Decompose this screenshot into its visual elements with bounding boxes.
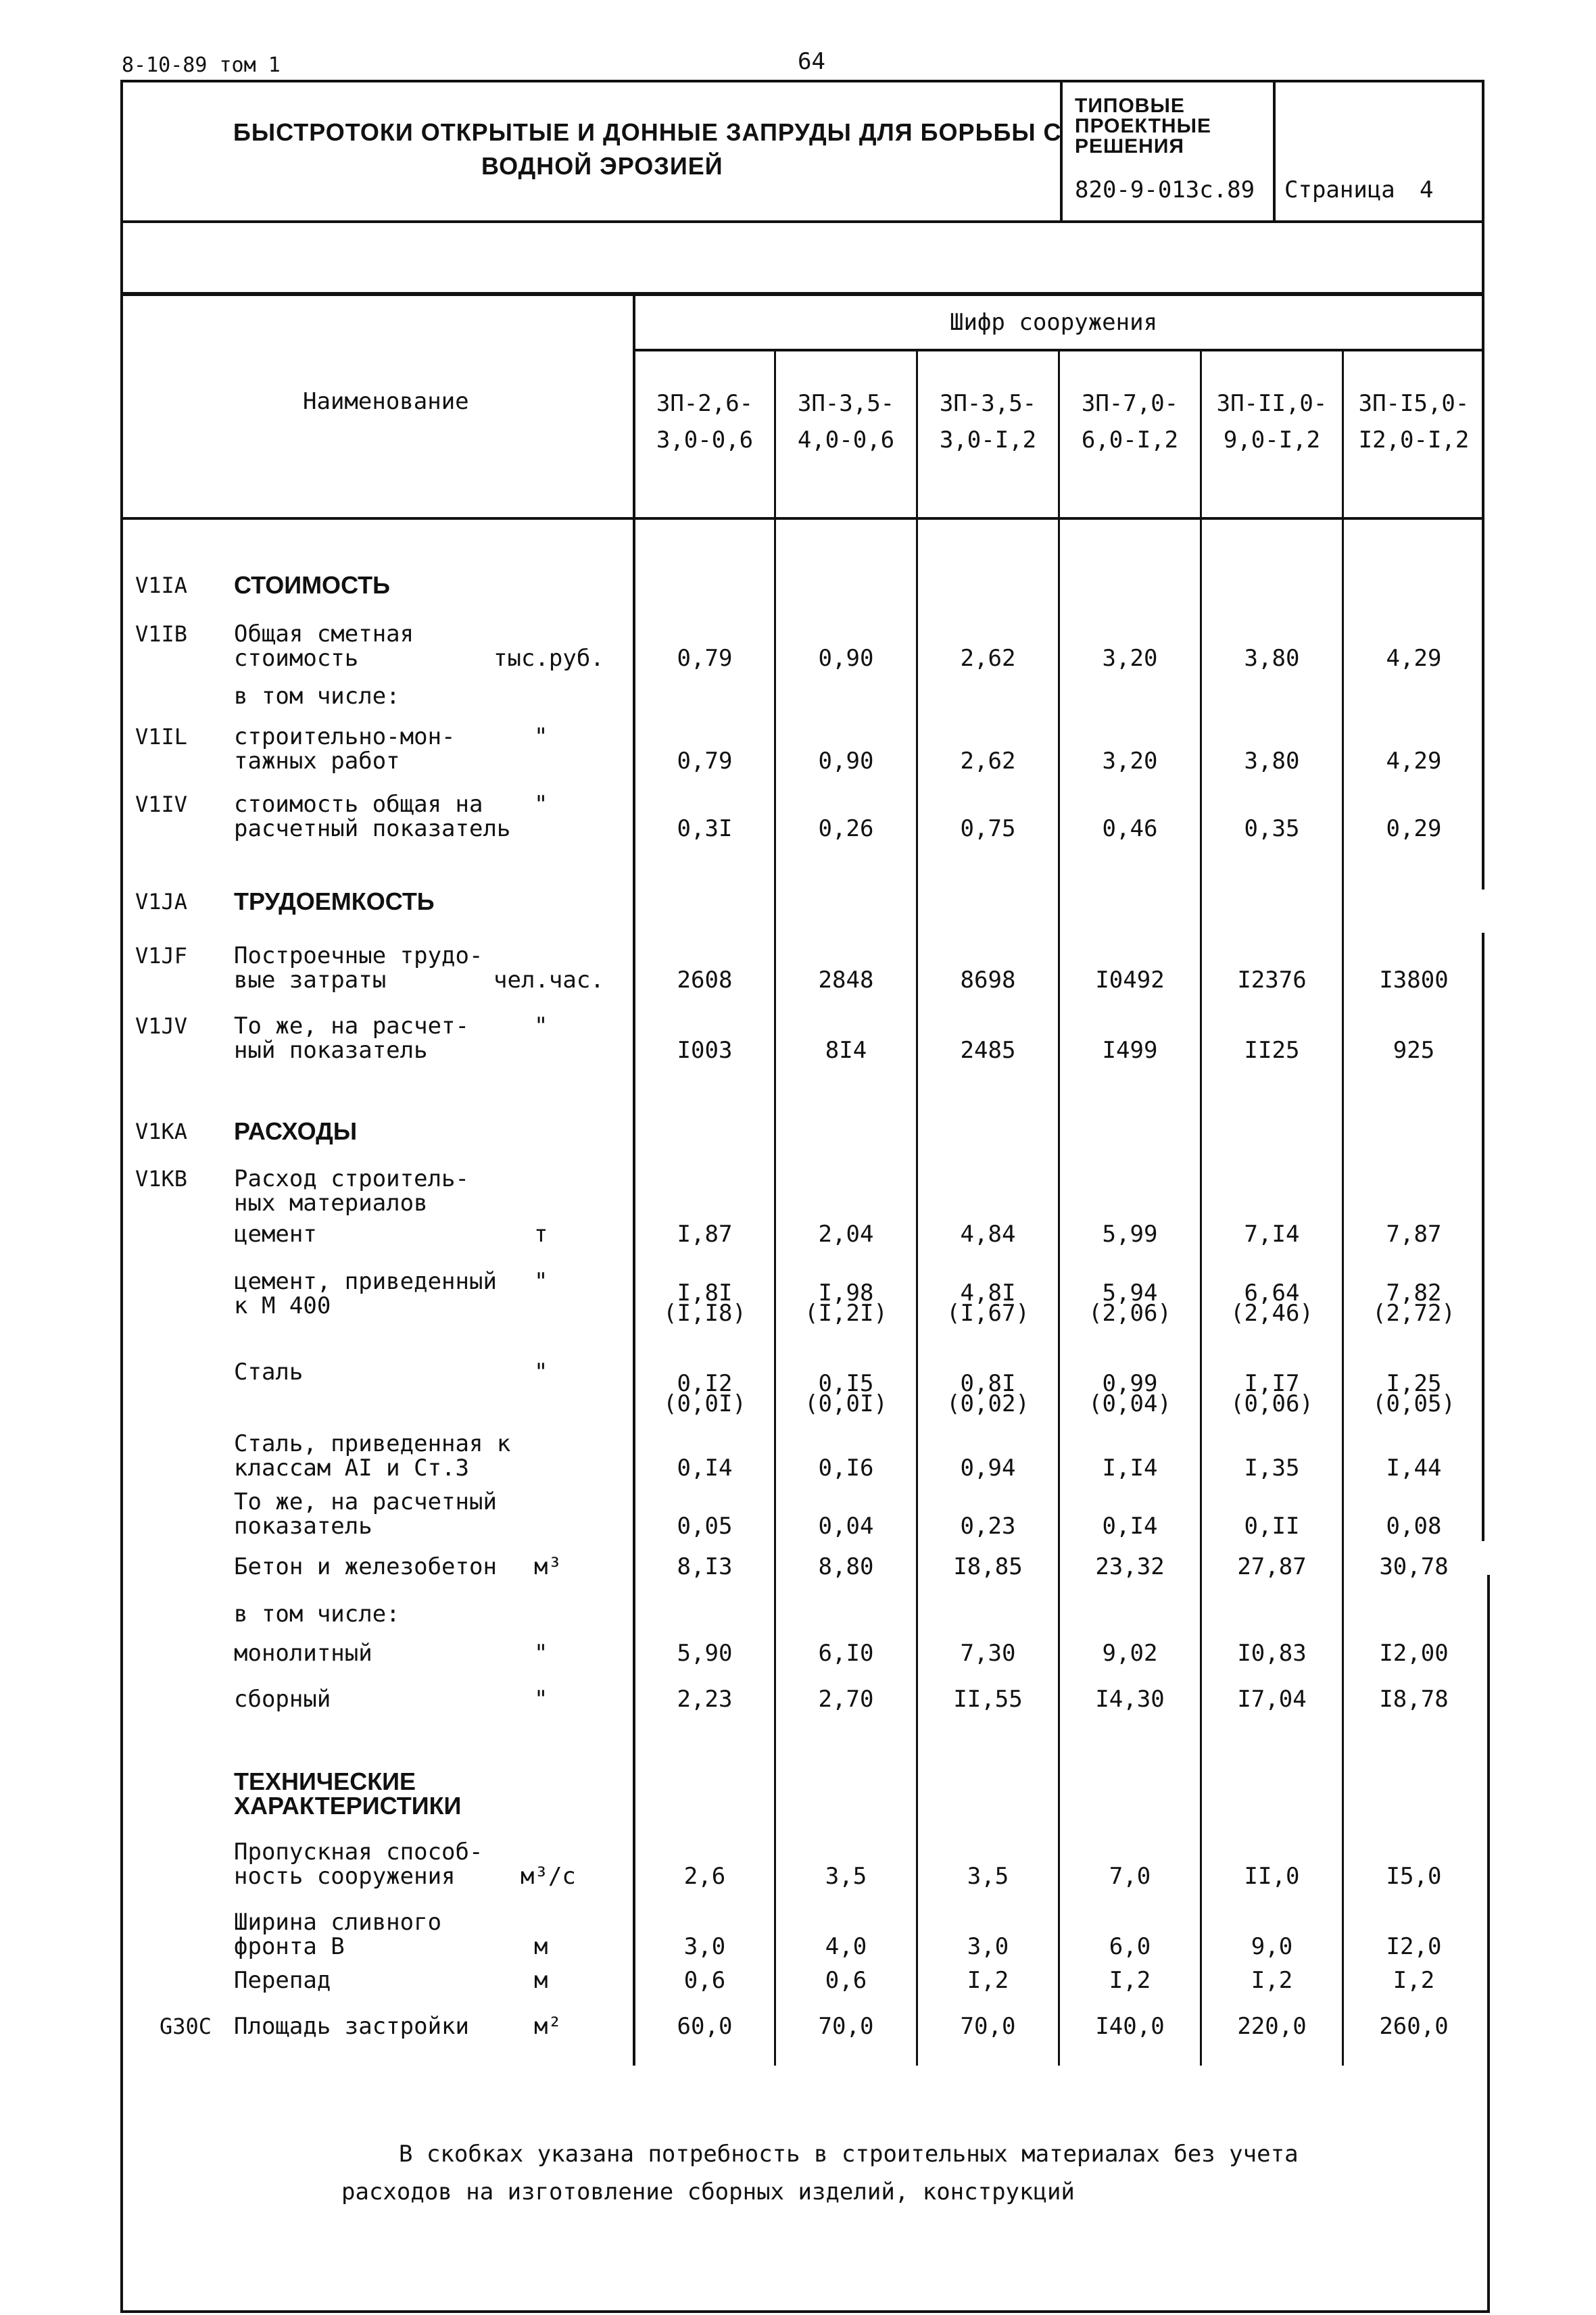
- column-header: ЗП-3,5- 4,0-0,6: [797, 390, 895, 454]
- table-cell: I0492: [1095, 967, 1165, 994]
- table-cell: 0,75: [960, 815, 1016, 842]
- table-cell: 8I4: [825, 1037, 867, 1064]
- table-cell: 0,I2 (0,0I): [663, 1370, 746, 1417]
- table-cell: 4,29: [1386, 645, 1442, 672]
- table-cell: 5,94 (2,06): [1088, 1280, 1171, 1327]
- row-unit: ": [534, 723, 548, 750]
- document-title-line2: ВОДНОЙ ЭРОЗИЕЙ: [481, 152, 723, 180]
- table-cell: 27,87: [1237, 1553, 1307, 1580]
- table-cell: I,2: [1251, 1967, 1293, 1994]
- row-label: стоимость общая на расчетный показатель: [234, 791, 511, 842]
- table-cell: I8,85: [953, 1553, 1023, 1580]
- table-cell: 0,79: [677, 748, 733, 775]
- row-unit: ": [534, 1013, 548, 1040]
- table-cell: 3,5: [825, 1863, 867, 1890]
- table-cell: I,44: [1386, 1455, 1442, 1482]
- table-cell: I,I7 (0,06): [1230, 1370, 1313, 1417]
- name-header: Наименование: [303, 388, 469, 415]
- row-label: сборный: [234, 1686, 331, 1713]
- row-code: V1JA: [135, 889, 188, 915]
- section-heading: ТРУДОЕМКОСТЬ: [234, 887, 435, 915]
- table-cell: 6,I0: [818, 1640, 874, 1667]
- row-label: Расход строитель- ных материалов: [234, 1165, 469, 1217]
- table-cell: I7,04: [1237, 1686, 1307, 1713]
- row-label: Сталь, приведенная к классам АI и Ст.3: [234, 1430, 511, 1482]
- table-cell: I2376: [1237, 967, 1307, 994]
- table-cell: 0,I4: [1102, 1513, 1158, 1540]
- table-cell: I2,0: [1386, 1933, 1442, 1960]
- title-divider: [1060, 80, 1063, 223]
- table-cell: 70,0: [818, 2013, 874, 2040]
- table-cell: 3,20: [1102, 748, 1158, 775]
- table-cell: 70,0: [960, 2013, 1016, 2040]
- row-unit: м³/с: [521, 1863, 576, 1890]
- table-cell: 7,87: [1386, 1221, 1442, 1248]
- footnote-line1: В скобках указана потребность в строительных материалах без учета: [399, 2141, 1299, 2168]
- footnote-line2: расходов на изготовление сборных изделий, конструкций: [341, 2178, 1075, 2206]
- table-cell: 5,99: [1102, 1221, 1158, 1248]
- table-cell: 0,6: [825, 1967, 867, 1994]
- table-cell: II,0: [1244, 1863, 1300, 1890]
- section-heading: СТОИМОСТЬ: [234, 571, 391, 599]
- table-cell: 3,0: [967, 1933, 1009, 1960]
- table-cell: 8698: [960, 967, 1016, 994]
- table-cell: 4,29: [1386, 748, 1442, 775]
- table-cell: I5,0: [1386, 1863, 1442, 1890]
- row-code: V1IV: [135, 791, 188, 817]
- table-cell: I2,00: [1379, 1640, 1449, 1667]
- table-cell: 4,0: [825, 1933, 867, 1960]
- table-cell: 0,79: [677, 645, 733, 672]
- series-line1: ТИПОВЫЕ: [1075, 95, 1185, 117]
- table-cell: 0,I4: [677, 1455, 733, 1482]
- row-label: Бетон и железобетон: [234, 1553, 497, 1580]
- row-unit: тыс.руб.: [493, 645, 604, 672]
- table-cell: 23,32: [1095, 1553, 1165, 1580]
- row-code: V1KB: [135, 1166, 188, 1192]
- row-label: в том числе:: [234, 1601, 400, 1628]
- table-cell: 3,20: [1102, 645, 1158, 672]
- row-unit: м: [534, 1967, 548, 1994]
- table-cell: 3,80: [1244, 645, 1300, 672]
- table-cell: 0,29: [1386, 815, 1442, 842]
- row-unit: ": [534, 1268, 548, 1295]
- table-cell: 0,99 (0,04): [1088, 1370, 1171, 1417]
- row-unit: м²: [534, 2013, 562, 2040]
- row-unit: ": [534, 1359, 548, 1386]
- table-cell: 0,35: [1244, 815, 1300, 842]
- table-cell: 9,0: [1251, 1933, 1293, 1960]
- table-cell: 3,5: [967, 1863, 1009, 1890]
- row-code: V1IA: [135, 572, 188, 598]
- table-top: [120, 293, 1484, 296]
- table-cell: 0,II: [1244, 1513, 1300, 1540]
- row-label: монолитный: [234, 1640, 372, 1667]
- right-border-3: [1487, 1575, 1490, 2313]
- row-unit: м: [534, 1933, 548, 1960]
- row-label: То же, на расчет- ный показатель: [234, 1013, 469, 1064]
- row-unit: ": [534, 1686, 548, 1713]
- page-number: 64: [798, 48, 825, 75]
- row-label: Сталь: [234, 1359, 304, 1386]
- table-cell: 2485: [960, 1037, 1016, 1064]
- table-cell: 7,82 (2,72): [1372, 1280, 1455, 1327]
- table-cell: 4,84: [960, 1221, 1016, 1248]
- table-cell: 8,80: [818, 1553, 874, 1580]
- row-code: V1JV: [135, 1013, 188, 1039]
- table-cell: 220,0: [1237, 2013, 1307, 2040]
- table-cell: 60,0: [677, 2013, 733, 2040]
- table-cell: 2608: [677, 967, 733, 994]
- row-unit: ": [534, 1640, 548, 1667]
- page-value: 4: [1420, 176, 1434, 203]
- column-header: ЗП-7,0- 6,0-I,2: [1081, 390, 1179, 454]
- table-cell: 2,23: [677, 1686, 733, 1713]
- table-cell: I,I4: [1102, 1455, 1158, 1482]
- row-code: G30C: [160, 2014, 212, 2039]
- column-header: ЗП-3,5- 3,0-I,2: [939, 390, 1037, 454]
- row-label: Перепад: [234, 1967, 331, 1994]
- table-bottom: [120, 2310, 1490, 2313]
- table-cell: 7,0: [1109, 1863, 1151, 1890]
- row-unit: ": [534, 791, 548, 818]
- row-unit: м³: [534, 1553, 562, 1580]
- table-cell: I,2: [1393, 1967, 1435, 1994]
- doc-reference: 8-10-89 том 1: [122, 53, 281, 77]
- row-code: V1IB: [135, 621, 188, 647]
- document-title-line1: БЫСТРОТОКИ ОТКРЫТЫЕ И ДОННЫЕ ЗАПРУДЫ ДЛЯ БОРЬБЫ С: [233, 118, 1062, 146]
- row-label: цемент, приведенный к М 400: [234, 1268, 497, 1319]
- right-border-1: [1482, 295, 1484, 890]
- table-cell: II,55: [953, 1686, 1023, 1713]
- row-label: строительно-мон- тажных работ: [234, 723, 456, 775]
- table-cell: I3800: [1379, 967, 1449, 994]
- table-cell: 7,I4: [1244, 1221, 1300, 1248]
- table-cell: 0,23: [960, 1513, 1016, 1540]
- table-cell: 3,0: [683, 1933, 726, 1960]
- table-cell: 0,46: [1102, 815, 1158, 842]
- row-code: V1KA: [135, 1119, 188, 1144]
- table-cell: 9,02: [1102, 1640, 1158, 1667]
- table-cell: 0,08: [1386, 1513, 1442, 1540]
- table-cell: 6,0: [1109, 1933, 1151, 1960]
- series-line3: РЕШЕНИЯ: [1075, 135, 1184, 157]
- table-cell: 5,90: [677, 1640, 733, 1667]
- title-divider-2: [1273, 80, 1276, 223]
- col-divider: [916, 349, 918, 2066]
- table-cell: 0,04: [818, 1513, 874, 1540]
- table-cell: I,8I (I,I8): [663, 1280, 746, 1327]
- table-cell: 0,90: [818, 748, 874, 775]
- col-divider: [1342, 349, 1344, 2066]
- table-cell: I40,0: [1095, 2013, 1165, 2040]
- column-header: ЗП-2,6- 3,0-0,6: [656, 390, 754, 454]
- table-cell: I8,78: [1379, 1686, 1449, 1713]
- table-cell: II25: [1244, 1037, 1300, 1064]
- table-cell: 2,6: [683, 1863, 726, 1890]
- table-cell: 8,I3: [677, 1553, 733, 1580]
- table-cell: I,2: [1109, 1967, 1151, 1994]
- table-cell: 0,8I (0,02): [946, 1370, 1030, 1417]
- table-cell: 0,6: [683, 1967, 726, 1994]
- row-unit: т: [534, 1221, 548, 1248]
- table-cell: 2,70: [818, 1686, 874, 1713]
- row-unit: чел.час.: [493, 967, 604, 994]
- table-cell: 0,I6: [818, 1455, 874, 1482]
- table-cell: 0,3I: [677, 815, 733, 842]
- series-line2: ПРОЕКТНЫЕ: [1075, 115, 1211, 137]
- table-cell: 2848: [818, 967, 874, 994]
- col-divider: [1200, 349, 1202, 2066]
- table-cell: 925: [1393, 1037, 1435, 1064]
- column-header: ЗП-I5,0- I2,0-I,2: [1358, 390, 1470, 454]
- table-cell: I,25 (0,05): [1372, 1370, 1455, 1417]
- row-label: цемент: [234, 1221, 317, 1248]
- name-column-divider: [633, 295, 635, 2066]
- table-cell: I0,83: [1237, 1640, 1307, 1667]
- table-cell: 2,04: [818, 1221, 874, 1248]
- table-cell: 3,80: [1244, 748, 1300, 775]
- column-header: ЗП-II,0- 9,0-I,2: [1216, 390, 1328, 454]
- empty-band: [120, 220, 1484, 295]
- header-bottom-line: [120, 517, 1484, 520]
- section-heading: ТЕХНИЧЕСКИЕ ХАРАКТЕРИСТИКИ: [234, 1768, 462, 1820]
- table-cell: 2,62: [960, 645, 1016, 672]
- row-label: Построечные трудо- вые затраты: [234, 942, 483, 994]
- table-cell: 7,30: [960, 1640, 1016, 1667]
- table-cell: I,2: [967, 1967, 1009, 1994]
- table-cell: I,87: [677, 1221, 733, 1248]
- left-border: [120, 295, 123, 2313]
- row-code: V1IL: [135, 724, 188, 750]
- col-divider: [1058, 349, 1060, 2066]
- row-label: Пропускная способ- ность сооружения: [234, 1838, 483, 1890]
- table-cell: 0,26: [818, 815, 874, 842]
- row-label: Площадь застройки: [234, 2013, 469, 2040]
- table-cell: 0,I5 (0,0I): [804, 1370, 888, 1417]
- row-label: То же, на расчетный показатель: [234, 1488, 497, 1540]
- table-cell: 30,78: [1379, 1553, 1449, 1580]
- table-cell: I003: [677, 1037, 733, 1064]
- group-header: Шифр сооружения: [950, 309, 1158, 336]
- table-cell: 4,8I (I,67): [946, 1280, 1030, 1327]
- table-cell: I,35: [1244, 1455, 1300, 1482]
- row-label: Ширина сливного фронта В: [234, 1909, 442, 1960]
- table-cell: I,98 (I,2I): [804, 1280, 888, 1327]
- col-divider: [774, 349, 776, 2066]
- table-cell: 0,90: [818, 645, 874, 672]
- table-cell: I499: [1102, 1037, 1158, 1064]
- table-cell: 0,05: [677, 1513, 733, 1540]
- table-cell: 2,62: [960, 748, 1016, 775]
- row-label: Общая сметная стоимость: [234, 620, 414, 672]
- title-block: [120, 80, 1484, 223]
- table-cell: 0,94: [960, 1455, 1016, 1482]
- table-cell: I4,30: [1095, 1686, 1165, 1713]
- table-cell: 6,64 (2,46): [1230, 1280, 1313, 1327]
- table-cell: 260,0: [1379, 2013, 1449, 2040]
- section-heading: РАСХОДЫ: [234, 1117, 358, 1145]
- row-label: в том числе:: [234, 683, 400, 710]
- page-label: Страница: [1284, 176, 1395, 203]
- series-code: 820-9-013с.89: [1075, 176, 1255, 203]
- row-code: V1JF: [135, 943, 188, 969]
